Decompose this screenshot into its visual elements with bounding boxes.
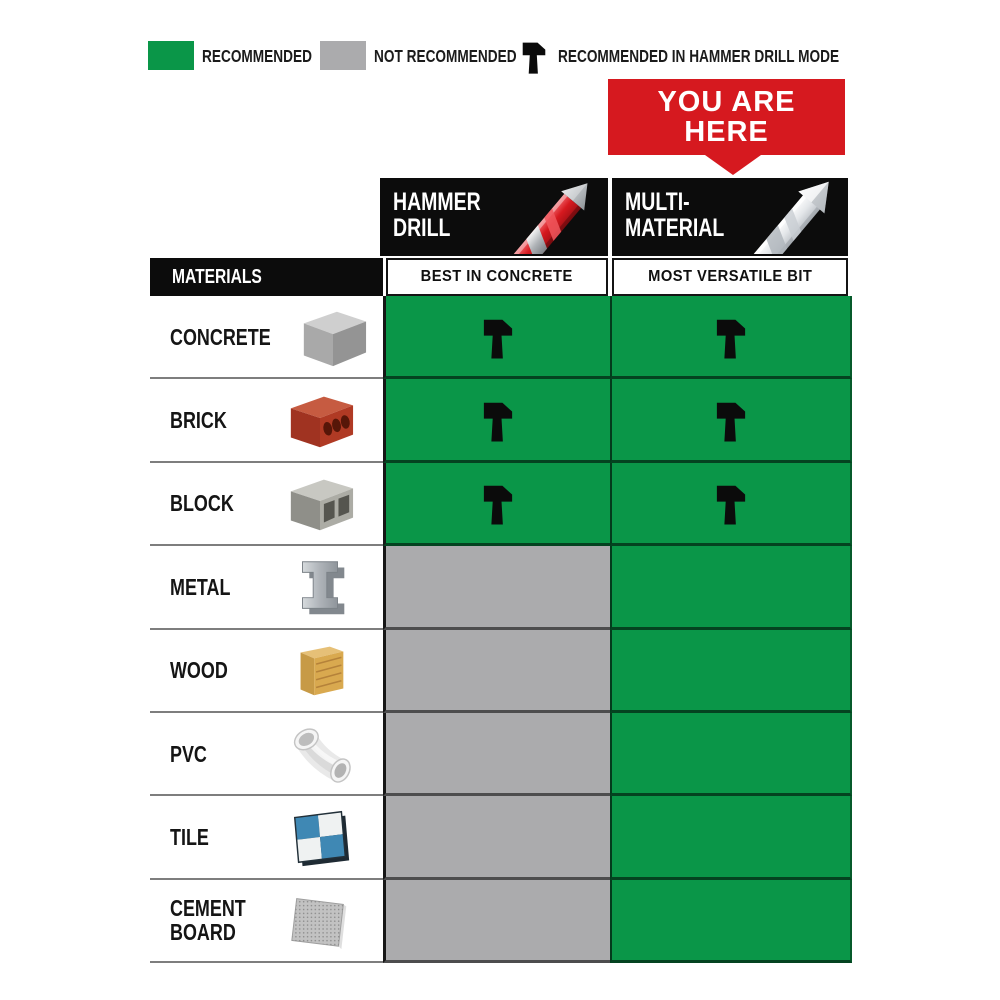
cell-block-multi-material [610,463,852,546]
hammer-drill-mode-icon [483,396,513,443]
material-row-pvc [150,713,383,796]
recommended-swatch [148,41,194,70]
cell-metal-multi-material [610,546,852,629]
subheader-text: BEST IN CONCRETE [420,268,574,285]
cell-concrete-hammer-drill [383,296,610,379]
material-row-cement-board [150,880,383,963]
hammer-drill-mode-icon [716,396,746,443]
cell-tile-multi-material [610,796,852,879]
comparison-table [150,258,852,963]
legend-text: RECOMMENDED IN HAMMER DRILL MODE [558,46,840,66]
material-label: METAL [170,573,231,600]
subheader-most-versatile-bit [612,258,848,296]
multi-material-bit-image [736,180,848,254]
hammer-drill-mode-icon [522,37,546,75]
cell-tile-hammer-drill [383,796,610,879]
material-row-wood [150,630,383,713]
subheader-best-in-concrete [386,258,608,296]
title-line: HAMMER [393,188,481,216]
material-row-metal [150,546,383,629]
hammer-drill-mode-icon [716,313,746,360]
cell-metal-hammer-drill [383,546,610,629]
column-header-hammer-drill [380,178,608,256]
you-are-here-banner [608,79,845,155]
cell-brick-hammer-drill [383,379,610,462]
brick-icon [279,384,361,456]
block-icon [279,467,361,539]
material-row-concrete [150,296,383,379]
material-label: PVC [170,740,207,767]
cell-block-hammer-drill [383,463,610,546]
hammer-drill-mode-icon [483,313,513,360]
cement-board-icon [279,884,361,956]
column-header-multi-material [612,178,848,256]
cell-cement-board-multi-material [610,880,852,963]
hammer-drill-mode-icon [483,479,513,526]
banner-line2: HERE [684,116,769,148]
legend [148,38,868,74]
cell-brick-multi-material [610,379,852,462]
column-title [625,189,752,241]
hammer-drill-mode-icon [716,479,746,526]
legend-label-hammer-mode [558,38,918,74]
banner-line1: YOU ARE [657,86,796,118]
cell-wood-hammer-drill [383,630,610,713]
cell-cement-board-hammer-drill [383,880,610,963]
metal-ibeam-icon [279,551,361,623]
pvc-pipe-icon [279,718,361,790]
cell-pvc-multi-material [610,713,852,796]
title-line: MULTI- [625,188,690,216]
material-label: CEMENT BOARD [170,895,246,946]
material-label: TILE [170,823,209,850]
hammer-drill-bit-image [496,180,608,254]
wood-block-icon [279,634,361,706]
materials-header-label: MATERIALS [172,265,262,288]
material-label: BRICK [170,407,227,434]
legend-text: RECOMMENDED [202,46,312,66]
material-label: BLOCK [170,490,234,517]
subheader-text: MOST VERSATILE BIT [647,268,813,285]
concrete-icon [292,301,374,373]
material-row-block [150,463,383,546]
material-row-tile [150,796,383,879]
cell-pvc-hammer-drill [383,713,610,796]
not-recommended-swatch [320,41,366,70]
material-row-brick [150,379,383,462]
banner-pointer-arrow [705,155,761,175]
material-label: WOOD [170,657,228,684]
legend-text: NOT RECOMMENDED [374,46,517,66]
title-line: DRILL [393,214,451,242]
materials-header [150,258,383,296]
cell-wood-multi-material [610,630,852,713]
tile-icon [279,801,361,873]
cell-concrete-multi-material [610,296,852,379]
material-label: CONCRETE [170,323,271,350]
title-line: MATERIAL [625,214,725,242]
column-title [393,189,506,241]
